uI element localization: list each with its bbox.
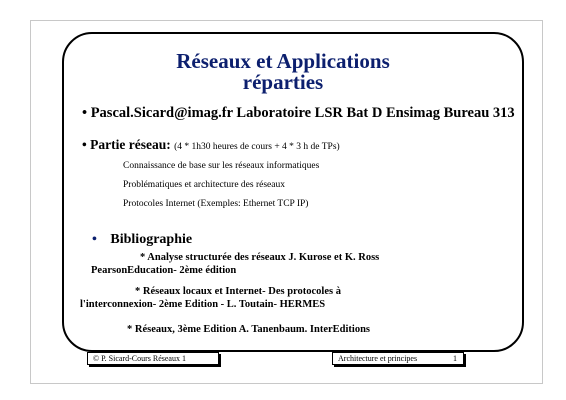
slide-title-line2: réparties <box>242 70 324 94</box>
reference-line: * Analyse structurée des réseaux J. Kurose et K. Ross <box>140 252 380 263</box>
footer-section-title: Architecture et principes <box>338 354 418 363</box>
reference-line: PearsonEducation- 2ème édition <box>91 265 237 276</box>
contact-line <box>82 105 515 122</box>
bibliographie-label: Bibliographie <box>110 232 193 247</box>
slide-title-line1: Réseaux et Applications <box>176 49 390 73</box>
footer-author: © P. Sicard-Cours Réseaux 1 <box>87 352 219 365</box>
footer-section <box>332 352 464 365</box>
bullet-icon: • <box>92 232 97 247</box>
bibliographie-heading <box>92 232 192 248</box>
reference-line: l'interconnexion- 2ème Edition - L. Toutain- HERMES <box>80 299 326 310</box>
partie-item: Protocoles Internet (Exemples: Ethernet TCP IP) <box>123 199 309 209</box>
bullet-icon: • <box>82 137 87 152</box>
partie-detail: (4 * 1h30 heures de cours + 4 * 3 h de TPs) <box>174 142 340 152</box>
partie-reseau-line <box>82 137 340 153</box>
reference-line: * Réseaux locaux et Internet- Des protocoles à <box>135 286 341 297</box>
page-number: 1 <box>453 354 457 363</box>
partie-item: Connaissance de base sur les réseaux informatiques <box>123 161 320 171</box>
partie-item: Problématiques et architecture des réseaux <box>123 180 285 190</box>
contact-text: Pascal.Sicard@imag.fr Laboratoire LSR Bat D Ensimag Bureau 313 <box>90 105 515 121</box>
partie-label: Partie réseau: <box>90 137 171 152</box>
bullet-icon: • <box>82 105 88 121</box>
reference-line: * Réseaux, 3ème Edition A. Tanenbaum. InterEditions <box>127 324 370 335</box>
